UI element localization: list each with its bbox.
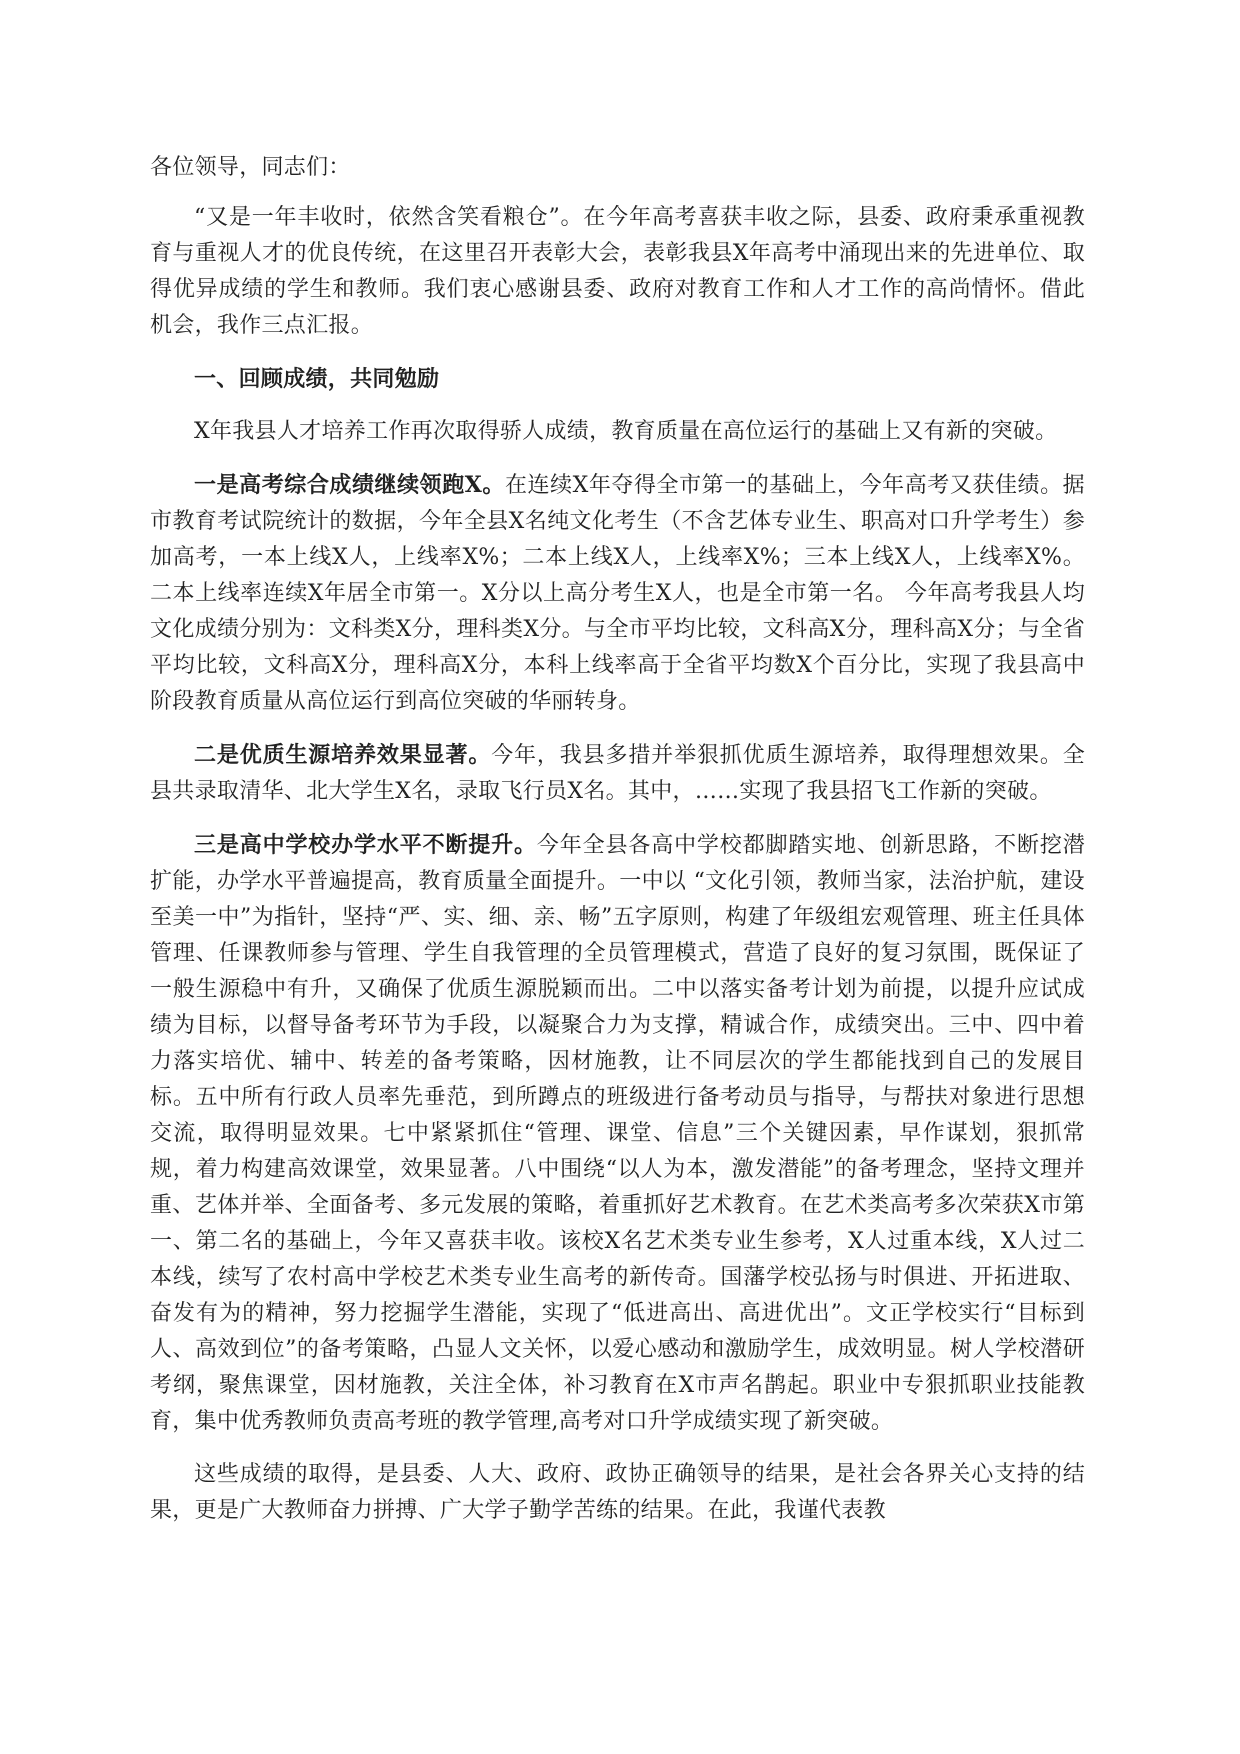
point-two-paragraph bbox=[150, 737, 1085, 810]
closing-paragraph: 这些成绩的取得，是县委、人大、政府、政协正确领导的结果，是社会各界关心支持的结果，更是广大教师奋力拼搏、广大学子勤学苦练的结果。在此，我谨代表教 bbox=[150, 1462, 1085, 1523]
point-one-paragraph bbox=[150, 467, 1085, 720]
intro-paragraph: “又是一年丰收时，依然含笑看粮仓”。在今年高考喜获丰收之际，县委、政府秉承重视教育与重视人才的优良传统，在这里召开表彰大会，表彰我县X年高考中涌现出来的先进单位、取得优异成绩的学生和教师。我们衷心感谢县委、政府对教育工作和人才工作的高尚情怀。借此机会，我作三点汇报。 bbox=[150, 205, 1085, 338]
point-one-text: 在连续X年夺得全市第一的基础上，今年高考又获佳绩。据市教育考试院统计的数据，今年全县X名纯文化考生（不含艺体专业生、职高对口升学考生）参加高考，一本上线X人，上线率X%；二本上线X人，上线率X%；三本上线X人，上线率X%。二本上线率连续X年居全市第一。X分以上高分考生X人，也是全市第一名。 今年高考我县人均文化成绩分别为：文科类X分，理科类X分。与全市平均比较，文科高X分，理科高X分；与全省平均比较，文科高X分，理科高X分，本科上线率高于全省平均数X个百分比，实现了我县高中阶段教育质量从高位运行到高位突破的华丽转身。 bbox=[150, 473, 1085, 714]
section-heading: 一、回顾成绩，共同勉励 bbox=[194, 366, 440, 392]
point-three-lead: 三是高中学校办学水平不断提升。 bbox=[194, 832, 537, 858]
point-three-text: 今年全县各高中学校都脚踏实地、创新思路，不断挖潜扩能，办学水平普遍提高，教育质量全面提升。一中以 “文化引领，教师当家，法治护航，建设至美一中”为指针，坚持“严、实、细、亲、畅”五字原则，构建了年级组宏观管理、班主任具体管理、任课教师参与管理、学生自我管理的全员管理模式，营造了良好的复习氛围，既保证了一般生源稳中有升，又确保了优质生源脱颖而出。二中以落实备考计划为前提，以提升应试成绩为目标，以督导备考环节为手段，以凝聚合力为支撑，精诚合作，成绩突出。三中、四中着力落实培优、辅中、转差的备考策略，因材施教，让不同层次的学生都能找到自己的发展目标。五中所有行政人员率先垂范，到所蹲点的班级进行备考动员与指导，与帮扶对象进行思想交流，取得明显效果。七中紧紧抓住“管理、课堂、信息”三个关键因素，早作谋划，狠抓常规，着力构建高效课堂，效果显著。八中围绕“以人为本，激发潜能”的备考理念，坚持文理并重、艺体并举、全面备考、多元发展的策略，着重抓好艺术教育。在艺术类高考多次荣获X市第一、第二名的基础上，今年又喜获丰收。该校X名艺术类专业生参考，X人过重本线，X人过二本线，续写了农村高中学校艺术类专业生高考的新传奇。国藩学校弘扬与时俱进、开拓进取、奋发有为的精神，努力挖掘学生潜能，实现了“低进高出、高进优出”。文正学校实行“目标到人、高效到位”的备考策略，凸显人文关怀，以爱心感动和激励学生，成效明显。树人学校潜研考纲，聚焦课堂，因材施教，关注全体，补习教育在X市声名鹊起。职业中专狠抓职业技能教育，集中优秀教师负责高考班的教学管理,高考对口升学成绩实现了新突破。 bbox=[150, 833, 1085, 1434]
point-two-text: 今年，我县多措并举狠抓优质生源培养，取得理想效果。全县共录取清华、北大学生X名，录取飞行员X名。其中，……实现了我县招飞工作新的突破。 bbox=[150, 743, 1085, 804]
section-intro-paragraph: X年我县人才培养工作再次取得骄人成绩，教育质量在高位运行的基础上又有新的突破。 bbox=[194, 419, 1058, 444]
document-body bbox=[150, 150, 1085, 1546]
point-one-lead: 一是高考综合成绩继续领跑X。 bbox=[194, 472, 505, 498]
point-three-paragraph bbox=[150, 827, 1085, 1440]
point-two-lead: 二是优质生源培养效果显著。 bbox=[194, 742, 492, 768]
salutation: 各位领导，同志们： bbox=[150, 155, 351, 180]
